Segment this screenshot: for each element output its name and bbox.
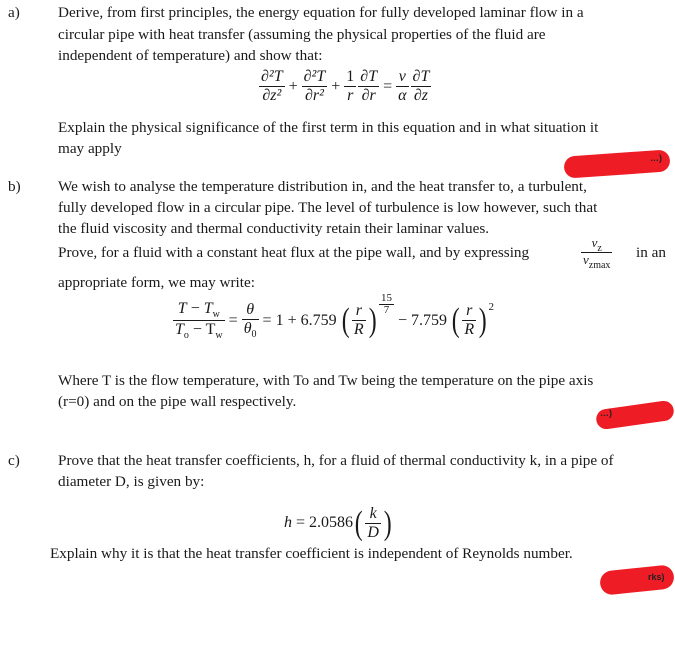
energy-equation: $\frac{\text{∂²T}}{\text{∂z²}}$ + $\frac{\text{∂²T}}{\text{∂r²}}$ + $\frac{1}{r}$ $\frac{\partial T}{\partial r}$ = $\frac{v}{\alpha}$ $\frac{\partial T}{\partial z}$ [261,68,430,104]
part-b-line-4-end: in an [636,244,666,261]
part-a-label: a) [8,4,20,21]
part-b-line-2: fully developed flow in a circular pipe. The level of turbulence is low however, such that [58,199,598,216]
part-b-line-3: the fluid viscosity and thermal conductivity retain their laminar values. [58,220,490,237]
part-a-line-5: may apply [58,140,122,157]
marks-b: …) [600,408,612,418]
part-b-line-1: We wish to analyse the temperature distribution in, and the heat transfer to, a turbulent, [58,178,587,195]
part-b-line-5: appropriate form, we may write: [58,274,255,291]
velocity-ratio: $\frac{v_z}{v_{zmax}}$ [583,235,611,271]
heat-transfer-coefficient-equation: h = 2.0586( $\frac{k}{D}$ ) [284,504,392,542]
part-c-line-2: diameter D, is given by: [58,473,205,490]
part-a-line-3: independent of temperature) and show that: [58,47,323,64]
part-c-label: c) [8,452,20,469]
part-c-line-3: Explain why it is that the heat transfer coefficient is independent of Reynolds number. [50,545,573,562]
part-c-line-1: Prove that the heat transfer coefficients, h, for a fluid of thermal conductivity k, in a pipe of [58,452,614,469]
part-b-line-7: (r=0) and on the pipe wall respectively. [58,393,297,410]
part-b-line-4: Prove, for a fluid with a constant heat flux at the pipe wall, and by expressing [58,244,530,261]
part-a-line-4: Explain the physical significance of the first term in this equation and in what situation it [58,119,599,136]
temperature-profile-equation: $\frac{T - T_w}{T_o - T_w}$ = $\frac{\theta}{\theta_0}$ = 1 + 6.759 ( $\frac{r}{R}$ ) $\frac{15}{7}$ − 7.759 ( $\frac{r}{R}$ ) $^2$ [175,292,494,341]
part-b-line-6: Where T is the flow temperature, with To and Tw being the temperature on the pipe axis [58,372,594,389]
marks-a: …) [650,153,662,163]
marks-c: rks) [648,572,665,582]
part-b-label: b) [8,178,21,195]
part-a-line-1: Derive, from first principles, the energy equation for fully developed laminar flow in a [58,4,584,21]
part-a-line-2: circular pipe with heat transfer (assuming the physical properties of the fluid are [58,26,546,43]
